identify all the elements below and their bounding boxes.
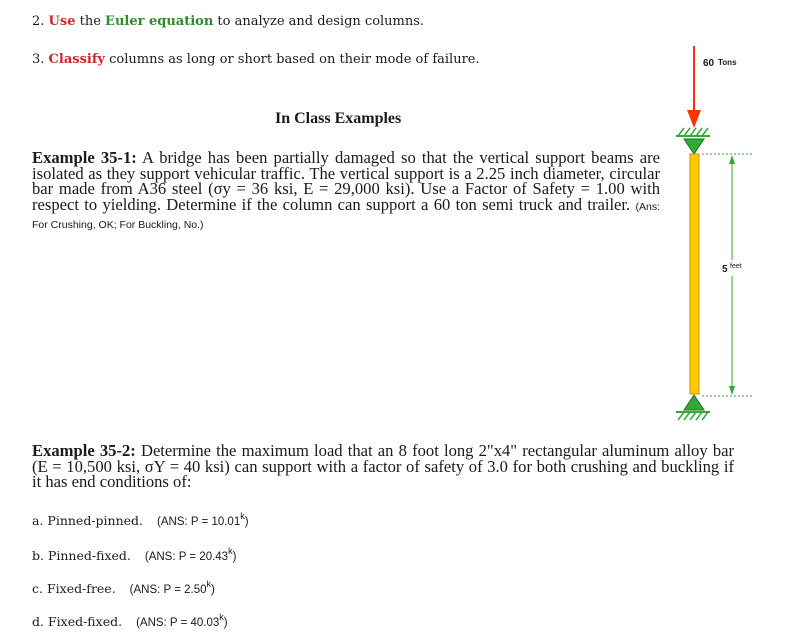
- case-letter: b.: [32, 548, 44, 563]
- objective-text: to analyze and design columns.: [213, 14, 425, 29]
- example-1: [32, 150, 660, 234]
- load-arrow-head: [687, 110, 701, 128]
- dimension-arrow-bottom: [729, 386, 735, 395]
- case-condition: Fixed-fixed.: [47, 614, 123, 629]
- case-close: ): [211, 584, 215, 596]
- case-condition: Pinned-fixed.: [47, 548, 131, 563]
- case-unit: k: [206, 579, 211, 589]
- case-letter: c.: [32, 581, 43, 596]
- objective-highlight: Euler equation: [105, 14, 214, 29]
- case-answer: (ANS: P = 40.03: [136, 617, 220, 629]
- case-item: [32, 546, 236, 563]
- case-answer: (ANS: P = 20.43: [144, 551, 229, 563]
- example-2-body: Determine the maximum load that an 8 foot long 2"x4" rectangular aluminum alloy bar (E = 10,500 ksi, σY = 40 ksi) can support with a factor of safety of 3.0 for both crushing and buckling if it has end conditions of:: [32, 441, 735, 492]
- load-value: 60: [703, 58, 715, 69]
- case-item: [32, 511, 249, 528]
- case-close: ): [244, 516, 249, 528]
- load-unit: Tons: [718, 58, 737, 67]
- case-unit: k: [228, 546, 233, 556]
- objective-keyword: Use: [48, 14, 76, 29]
- length-value: 5: [722, 264, 728, 275]
- example-1-answer: (Ans: For Crushing, OK; For Buckling, No.): [32, 200, 660, 232]
- case-letter: d.: [32, 614, 44, 629]
- objective-text: the: [75, 14, 106, 29]
- objective-text: columns as long or short based on their mode of failure.: [104, 52, 480, 67]
- case-unit: k: [219, 612, 224, 622]
- case-unit: k: [240, 511, 245, 521]
- case-close: ): [232, 551, 237, 563]
- example-1-label: Example 35-1:: [32, 148, 137, 167]
- top-support: [676, 128, 710, 154]
- objective-3: [32, 52, 480, 67]
- length-unit: feet: [730, 263, 742, 270]
- objective-keyword: Classify: [48, 52, 105, 67]
- case-item: [32, 579, 215, 596]
- case-condition: Pinned-pinned.: [47, 513, 144, 528]
- objective-2: [32, 14, 424, 29]
- example-2: [32, 443, 734, 490]
- column-bar: [690, 154, 699, 394]
- objective-number: 2.: [32, 14, 45, 29]
- bottom-support: [676, 395, 710, 420]
- case-answer: (ANS: P = 2.50: [129, 584, 207, 596]
- column-figure: [660, 40, 780, 430]
- example-1-body: A bridge has been partially damaged so that the vertical support beams are isolated as they support vehicular traffic. The vertical support is a 2.25 inch diameter, circular bar made from A36 steel (σy = 36 ksi, E = 29,000 ksi). Use a Factor of Safety = 1.00 with respect to yielding. Determine if the column can support a 60 ton semi truck and trailer.: [32, 148, 660, 214]
- case-close: ): [223, 617, 228, 629]
- dimension-arrow-top: [729, 155, 735, 164]
- objective-number: 3.: [32, 52, 45, 67]
- case-item: [32, 612, 228, 629]
- case-condition: Fixed-free.: [46, 581, 116, 596]
- example-2-label: Example 35-2:: [32, 441, 136, 460]
- case-letter: a.: [32, 513, 44, 528]
- case-answer: (ANS: P = 10.01: [157, 516, 241, 528]
- section-heading: In Class Examples: [275, 110, 402, 127]
